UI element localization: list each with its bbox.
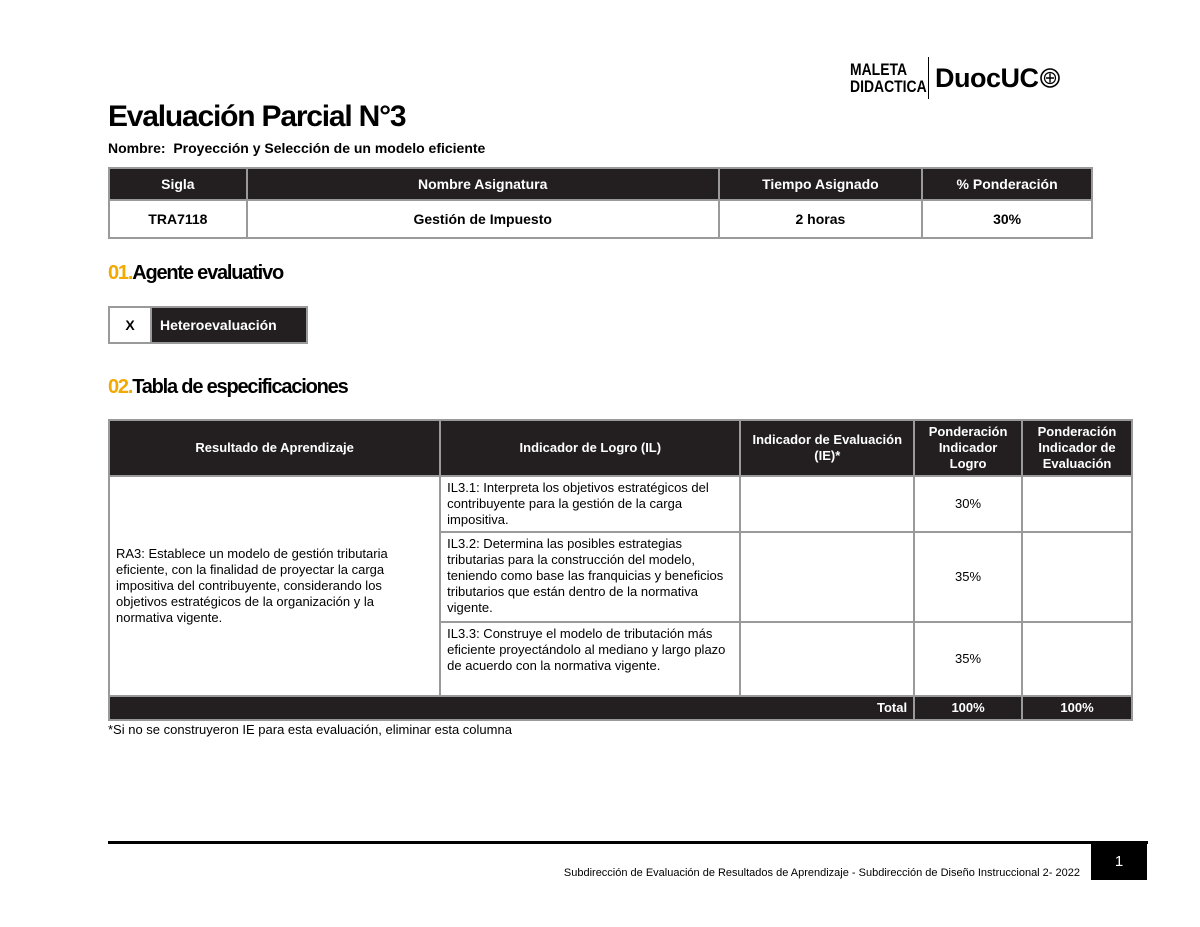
info-table-header-row	[109, 168, 1092, 200]
ie-cell	[740, 532, 914, 622]
asignatura-cell: Gestión de Impuesto	[247, 200, 719, 238]
tiempo-header: Tiempo Asignado	[719, 168, 923, 200]
ie-cell	[740, 622, 914, 696]
tiempo-cell: 2 horas	[719, 200, 923, 238]
agent-selector	[108, 306, 308, 344]
pond-il-cell: 35%	[914, 532, 1022, 622]
agent-label: Heteroevaluación	[152, 308, 306, 342]
il-cell: IL3.1: Interpreta los objetivos estratégicos del contribuyente para la gestión de la carga impositiva.	[440, 476, 740, 532]
table-row	[109, 476, 1132, 532]
spec-header-row	[109, 420, 1132, 476]
ra-cell: RA3: Establece un modelo de gestión tributaria eficiente, con la finalidad de proyectar la carga impositiva del contribuyente, considerando los objetivos estratégicos de la organización y la normativa vigente.	[109, 476, 440, 696]
total-il: 100%	[914, 696, 1022, 720]
duocuc-seal-icon	[1040, 68, 1060, 88]
page-title: Evaluación Parcial N°3	[108, 100, 406, 133]
total-ie: 100%	[1022, 696, 1132, 720]
sigla-header: Sigla	[109, 168, 247, 200]
maleta-didactica-duocuc-logo	[850, 56, 1060, 100]
footnote: *Si no se construyeron IE para esta evaluación, eliminar esta columna	[108, 722, 512, 737]
sigla-cell: TRA7118	[109, 200, 247, 238]
logo-divider	[928, 57, 929, 99]
maleta-didactica-wordmark: MALETA DIDACTICA	[850, 60, 927, 96]
evaluation-name: Nombre: Proyección y Selección de un modelo eficiente	[108, 140, 486, 156]
section-heading-tabla: 02.Tabla de especificaciones	[108, 376, 348, 398]
ie-cell	[740, 476, 914, 532]
pond-il-cell: 30%	[914, 476, 1022, 532]
pond-il-header: Ponderación Indicador Logro	[914, 420, 1022, 476]
pond-ie-cell	[1022, 622, 1132, 696]
pond-ie-cell	[1022, 476, 1132, 532]
total-label: Total	[109, 696, 914, 720]
specifications-table	[108, 419, 1133, 721]
course-info-table	[108, 167, 1093, 239]
footer-divider	[108, 841, 1148, 844]
info-table-row	[109, 200, 1092, 238]
il-header: Indicador de Logro (IL)	[440, 420, 740, 476]
pond-ie-cell	[1022, 532, 1132, 622]
pond-il-cell: 35%	[914, 622, 1022, 696]
footer-text: Subdirección de Evaluación de Resultados de Aprendizaje - Subdirección de Diseño Instruccional 2- 2022	[563, 867, 1080, 879]
il-cell: IL3.2: Determina las posibles estrategias tributarias para la construcción del modelo, teniendo como base las franquicias y beneficios tributarios que están dentro de la normativa vigente.	[440, 532, 740, 622]
ie-header: Indicador de Evaluación (IE)*	[740, 420, 914, 476]
ponderacion-header: % Ponderación	[922, 168, 1092, 200]
ra-header: Resultado de Aprendizaje	[109, 420, 440, 476]
duocuc-wordmark: DuocUC	[935, 63, 1060, 94]
agent-checkbox-mark: X	[110, 308, 152, 342]
ponderacion-cell: 30%	[922, 200, 1092, 238]
pond-ie-header: Ponderación Indicador de Evaluación	[1022, 420, 1132, 476]
section-heading-agente: 01.Agente evaluativo	[108, 262, 283, 284]
il-cell: IL3.3: Construye el modelo de tributación más eficiente proyectándolo al mediano y largo plazo de acuerdo con la normativa vigente.	[440, 622, 740, 696]
asignatura-header: Nombre Asignatura	[247, 168, 719, 200]
page-number: 1	[1091, 843, 1147, 880]
total-row	[109, 696, 1132, 720]
